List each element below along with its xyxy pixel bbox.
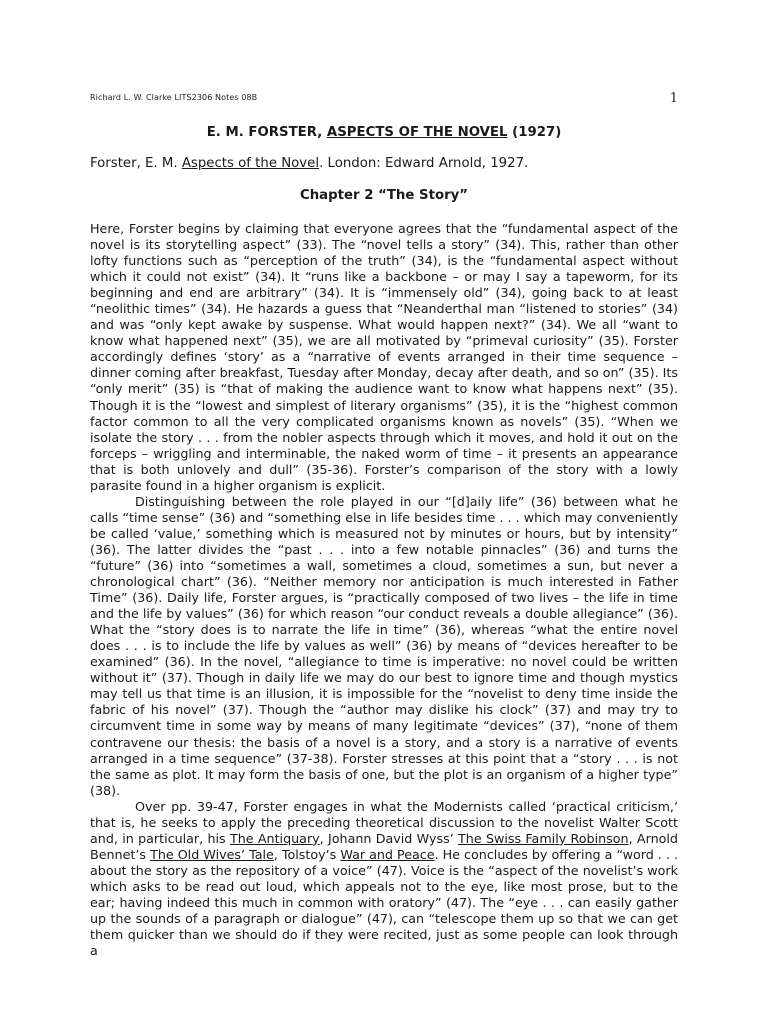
document-title	[90, 125, 678, 140]
citation-author: Forster, E. M.	[90, 156, 182, 171]
body-text	[90, 221, 678, 959]
paragraph-3	[90, 799, 678, 959]
book-title-antiquary: The Antiquary	[229, 830, 320, 846]
book-title-swiss-family: The Swiss Family Robinson	[458, 830, 629, 846]
paragraph-2: Distinguishing between the role played in our “[d]aily life” (36) between what he calls “time sense” (36) and “something else in life besides time . . . which may conveniently be called ‘value,’ something which is measured not by minutes or hours, but by intensity” (36). The latter divides the “past . . . into a few notable pinnacles” (36) and turns the “future” (36) into “sometimes a wall, sometimes a cloud, sometimes a sun, but never a chronological chart” (36). “Neither memory nor anticipation is much interested in Father Time” (36). Daily life, Forster argues, is “practically composed of two lives – the life in time and the life by values” (36) for which reason “our conduct reveals a double allegiance” (36). What the “story does is to narrate the life in time” (36), whereas “what the entire novel does . . . is to include the life by values as well” (36) by means of “devices hereafter to be examined” (36). In the novel, “allegiance to time is imperative: no novel could be written without it” (37). Though in daily life we may do our best to ignore time and though mystics may tell us that time is an illusion, it is impossible for the “novelist to deny time inside the fabric of his novel” (37). Though the “author may dislike his clock” (37) and may try to circumvent time in some way by means of many legitimate “devices” (37), “none of them contravene our thesis: the basis of a novel is a story, and a story is a narrative of events arranged in a time sequence” (37-38). Forster stresses at this point that a “story . . . is not the same as plot. It may form the basis of one, but the plot is an organism of a higher type” (38).	[90, 493, 678, 798]
citation	[90, 156, 528, 171]
paragraph-1: Here, Forster begins by claiming that everyone agrees that the “fundamental aspect of the novel is its storytelling aspect” (33). The “novel tells a story” (34). This, rather than other lofty functions such as “perception of the truth” (34), is the “fundamental aspect without which it could not exist” (34). It “runs like a backbone – or may I say a tapeworm, for its beginning and end are arbitrary” (34). It is “immensely old” (34), going back to at least “neolithic times” (34). He hazards a guess that “Neanderthal man “listened to stories” (34) and was “only kept awake by suspense. What would happen next?” (34). We all “want to know what happened next” (35), we are all motivated by “primeval curiosity” (35). Forster accordingly defines ‘story’ as a “narrative of events arranged in their time sequence – dinner coming after breakfast, Tuesday after Monday, decay after death, and so on” (35). Its “only merit” (35) is “that of making the audience want to know what happens next” (35). Though it is the “lowest and simplest of literary organisms” (35), it is the “highest common factor common to all the very complicated organisms known as novels” (35). “When we isolate the story . . . from the nobler aspects through which it moves, and hold it out on the forceps – wriggling and interminable, the naked worm of time – it presents an appearance that is both unlovely and dull” (35-36). Forster’s comparison of the story with a lowly parasite found in a higher organism is explicit.	[90, 221, 678, 493]
running-head: Richard L. W. Clarke LITS2306 Notes 08B	[90, 93, 258, 102]
paragraph-3-text-c: , Arnold Bennet’s	[90, 830, 678, 862]
paragraph-3-text-e: . He concludes by offering a “word . . . about the story as the repository of a voice” (47). Voice is the “aspect of the novelist’s work which asks to be read out loud, which appeals not to the eye, like most prose, but to the ear; having indeed this much in common with oratory” (47). The “eye . . . can easily gather up the sounds of a paragraph or dialogue” (47), can “telescope them up so that we can get them quicker than we should do if they were recited, just as some people can look through a	[90, 846, 678, 959]
paragraph-3-text-a: Over pp. 39-47, Forster engages in what the Modernists called ‘practical criticism,’ that is, he seeks to apply the preceding theoretical discussion to the novelist Walter Scott and, in particular, his	[90, 798, 678, 846]
paragraph-3-text-b: , Johann David Wyss’	[319, 830, 459, 846]
book-title-old-wives: The Old Wives’ Tale	[150, 846, 274, 862]
citation-rest: . London: Edward Arnold, 1927.	[319, 156, 529, 171]
title-suffix: (1927)	[507, 125, 562, 140]
citation-work: Aspects of the Novel	[181, 156, 320, 171]
chapter-heading: Chapter 2 “The Story”	[299, 188, 469, 203]
title-book: ASPECTS OF THE NOVEL	[326, 125, 508, 140]
page-number: 1	[669, 91, 678, 106]
paragraph-3-text-d: , Tolstoy’s	[273, 846, 341, 862]
book-title-war-and-peace: War and Peace	[340, 846, 435, 862]
title-prefix: E. M. FORSTER,	[206, 125, 327, 140]
